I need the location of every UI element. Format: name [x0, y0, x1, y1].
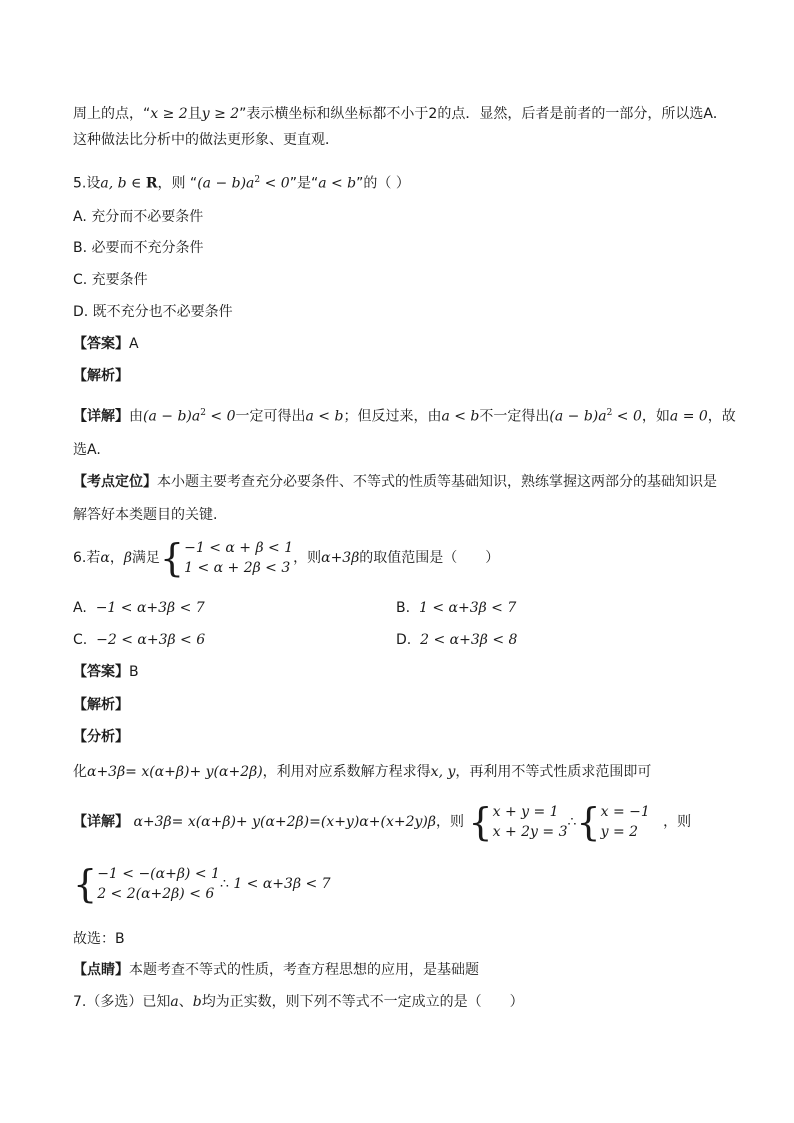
- q6-system-2: x = −1 y = 2: [600, 804, 650, 840]
- q6-condition-brace: {: [159, 536, 185, 580]
- q5-detail-line-1: 【详解】由$(a - b)a^2 < 0$一定可得出a < b；但反过来，由a < b不一定得出$(a - b)a^2 < 0$，如a = 0，故: [73, 408, 736, 425]
- q6-system-3: −1 < −(α+β) < 1 2 < 2(α+2β) < 6: [97, 866, 220, 902]
- q6-option-c: C. −2 < α+3β < 6: [73, 632, 206, 648]
- q6-fenxi-text: 化α+3β= x(α+β)+ y(α+2β)，利用对应系数解方程求得x, y，再利用不等式性质求范围即可: [73, 764, 652, 780]
- q6-stem: 6.若α，β满足{ −1 < α + β < 1 1 < α + 2β < 3 ，则α+3β的取值范围是（ ）: [73, 536, 500, 580]
- q6-system-1-brace: {: [468, 800, 493, 844]
- q6-option-d: D. 2 < α+3β < 8: [396, 632, 518, 648]
- q5-option-b: B. 必要而不充分条件: [73, 240, 204, 256]
- intro-line-1: 周上的点，“x ≥ 2且y ≥ 2”表示横坐标和纵坐标都不小于2的点．显然，后者是前者的一部分，所以选A．: [73, 106, 727, 122]
- q6-analysis-tag: 【解析】: [73, 697, 129, 713]
- q6-detail-line-1: 【详解】 α+3β= x(α+β)+ y(α+2β)=(x+y)α+(x+2y)β，则 { x + y = 1 x + 2y = 3 ∴{ x = −1 y = 2 ，则: [73, 800, 692, 844]
- q6-dianjing: 【点睛】本题考查不等式的性质，考查方程思想的应用，是基础题: [73, 962, 479, 978]
- q5-analysis-tag: 【解析】: [73, 368, 129, 384]
- intro-line-2: 这种做法比分析中的做法更形象、更直观．: [73, 132, 339, 148]
- q6-answer: 【答案】B: [73, 664, 139, 680]
- q6-option-a: A. −1 < α+3β < 7: [73, 600, 205, 616]
- q5-answer: 【答案】A: [73, 336, 139, 352]
- q6-system-1: x + y = 1 x + 2y = 3: [492, 804, 568, 840]
- q5-detail-line-2: 选A.: [73, 442, 101, 458]
- q5-kaodian-line-2: 解答好本类题目的关键.: [73, 507, 218, 523]
- q6-condition-system: −1 < α + β < 1 1 < α + 2β < 3: [184, 540, 294, 576]
- q6-system-3-brace: {: [73, 862, 98, 906]
- q5-stem: 5.设a, b ∈ R，则 “$(a - b)a^2 < 0$”是“a < b”的（ ）: [73, 175, 410, 192]
- q6-fenxi-tag: 【分析】: [73, 729, 129, 745]
- q5-kaodian-line-1: 【考点定位】本小题主要考查充分必要条件、不等式的性质等基础知识，熟练掌握这两部分的基础知识是: [73, 474, 717, 490]
- q6-final: 故选：B: [73, 931, 125, 947]
- q5-option-a: A. 充分而不必要条件: [73, 209, 204, 225]
- q6-detail-line-2: { −1 < −(α+β) < 1 2 < 2(α+2β) < 6 ∴ 1 < α+3β < 7: [73, 862, 331, 906]
- q5-option-d: D. 既不充分也不必要条件: [73, 304, 233, 320]
- q6-system-2-brace: {: [576, 800, 601, 844]
- q6-option-b: B. 1 < α+3β < 7: [396, 600, 517, 616]
- q5-option-c: C. 充要条件: [73, 272, 148, 288]
- q7-stem: 7.（多选）已知a、b均为正实数，则下列不等式不一定成立的是（ ）: [73, 994, 524, 1010]
